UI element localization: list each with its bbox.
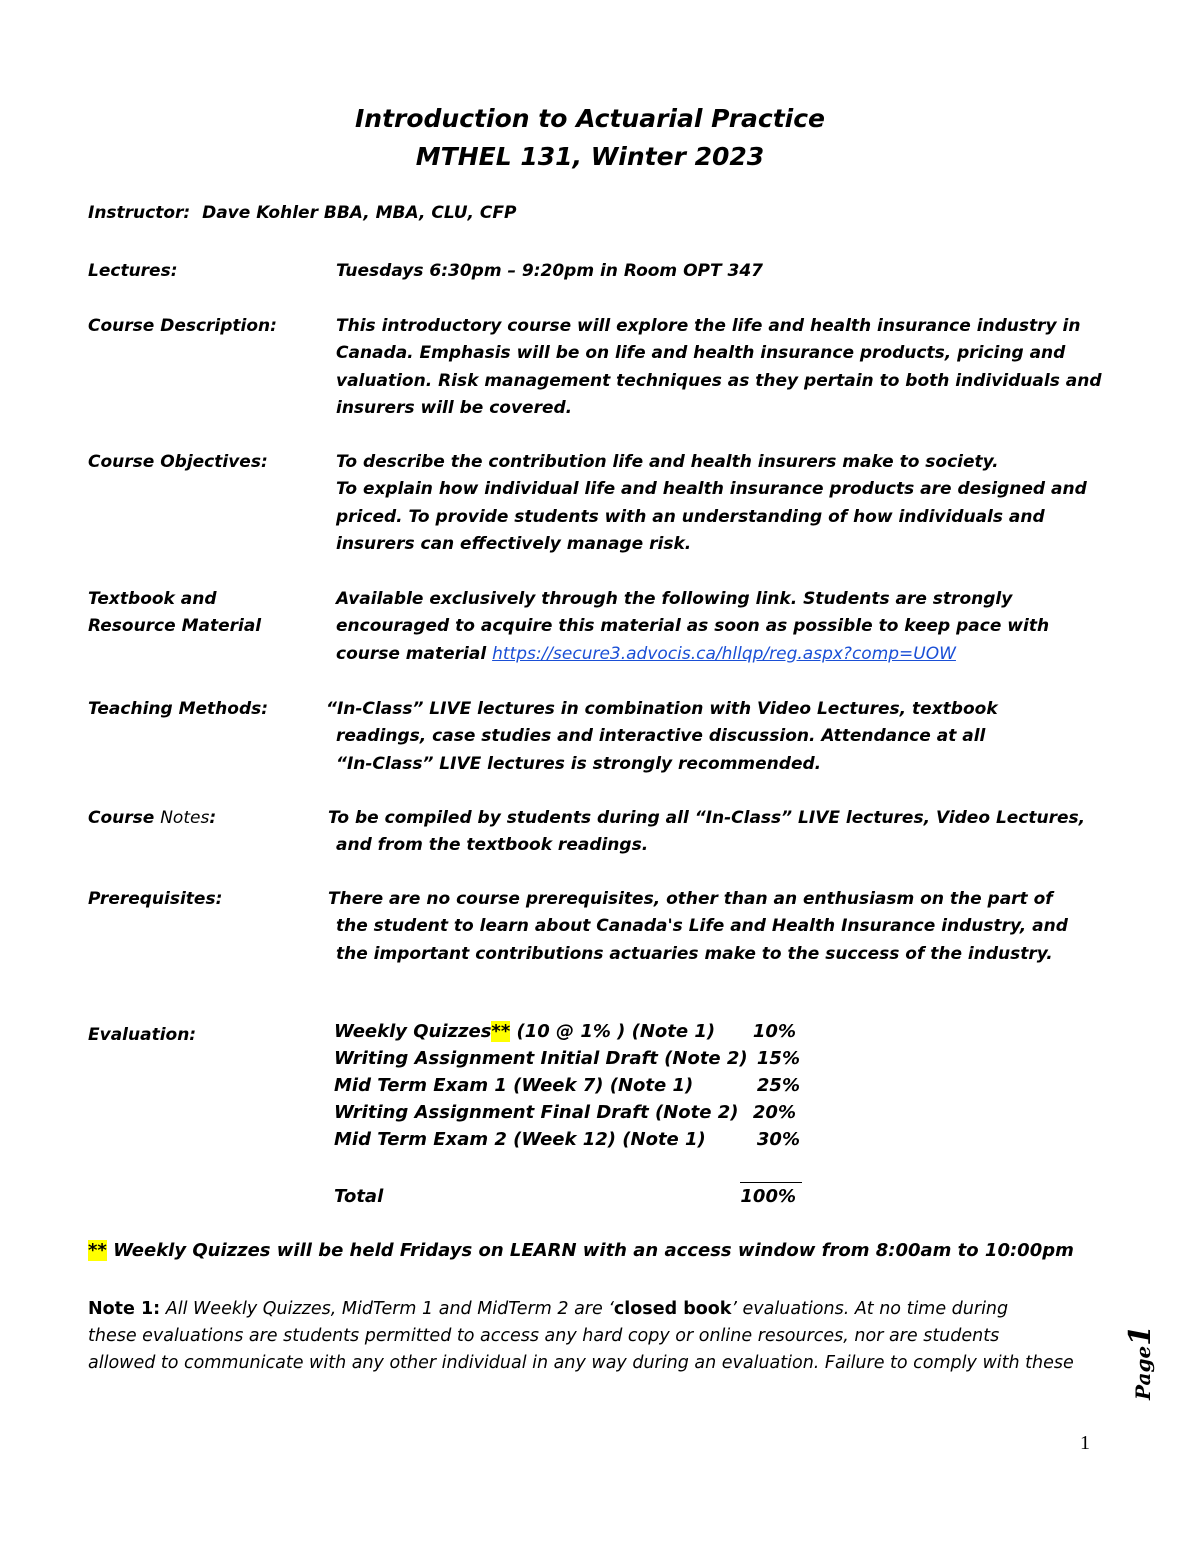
- evaluation-value: 25%: [756, 1075, 800, 1096]
- text-line: readings, case studies and interactive discussion. Attendance at all: [336, 726, 986, 747]
- evaluation-value: 30%: [756, 1129, 800, 1150]
- textbook-label-line: Resource Material: [88, 616, 262, 637]
- evaluation-item-label: Mid Term Exam 2 (Week 12) (Note 1): [334, 1129, 706, 1150]
- page-number: 1: [1080, 1432, 1090, 1454]
- text-line: [88, 1296, 1074, 1323]
- evaluation-item: [334, 1129, 706, 1150]
- total-divider: [740, 1182, 802, 1183]
- evaluation-value: 10%: [752, 1021, 796, 1042]
- text-line: To describe the contribution life and health insurers make to society.: [336, 452, 999, 472]
- text-line: Tuesdays 6:30pm – 9:20pm in Room OPT 347: [336, 261, 763, 281]
- description-label: Course Description:: [88, 316, 277, 336]
- text-line: the student to learn about Canada's Life and Health Insurance industry, and: [336, 916, 1068, 937]
- text-line: “In-Class” LIVE lectures in combination with Video Lectures, textbook: [326, 699, 998, 719]
- text-line: To explain how individual life and health insurance products are designed and: [336, 479, 1087, 500]
- lectures-text: [336, 258, 763, 285]
- page-side-number: 1: [1123, 1324, 1158, 1346]
- evaluation-item: [334, 1102, 738, 1123]
- evaluation-item-label: Writing Assignment Final Draft (Note 2): [334, 1102, 739, 1123]
- text-line: these evaluations are students permitted to access any hard copy or online resources, nor are students: [88, 1326, 1000, 1346]
- evaluation-item-label: Writing Assignment Initial Draft (Note 2): [334, 1048, 748, 1069]
- notes-label-part: :: [209, 808, 217, 828]
- teaching-text: [326, 696, 998, 778]
- note-1: [88, 1296, 1074, 1377]
- instructor-label: Instructor:: [88, 203, 191, 223]
- text-line: priced. To provide students with an understanding of how individuals and: [336, 506, 1045, 527]
- text-line: “In-Class” LIVE lectures is strongly recommended.: [336, 753, 822, 774]
- highlight-mark: **: [88, 1240, 107, 1261]
- evaluation-label: Evaluation:: [88, 1025, 197, 1045]
- prereq-text: [328, 886, 1068, 968]
- text-line: There are no course prerequisites, other than an enthusiasm on the part of: [328, 889, 1053, 909]
- objectives-label: Course Objectives:: [88, 452, 268, 472]
- text-line: valuation. Risk management techniques as they pertain to both individuals and: [336, 370, 1102, 391]
- instructor-name: Dave Kohler BBA, MBA, CLU, CFP: [202, 203, 517, 223]
- note-1-label: Note 1:: [88, 1299, 161, 1319]
- text-line: allowed to communicate with any other individual in any way during an evaluation. Failure to comply with these: [88, 1353, 1074, 1373]
- evaluation-total-label: Total: [334, 1186, 384, 1207]
- page-side-word: Page: [1131, 1345, 1155, 1400]
- text-line: [336, 641, 1049, 668]
- page-side-label: [1123, 1324, 1193, 1400]
- text-line: This introductory course will explore the life and health insurance industry in: [336, 316, 1081, 336]
- lectures-label: Lectures:: [88, 261, 178, 281]
- prereq-label: Prerequisites:: [88, 889, 223, 909]
- evaluation-item: [334, 1075, 693, 1096]
- textbook-text: [336, 586, 1049, 668]
- evaluation-item: [334, 1048, 748, 1069]
- text-line: encouraged to acquire this material as soon as possible to keep pace with: [336, 616, 1050, 637]
- link-prefix: course material: [336, 643, 493, 664]
- quiz-note: [88, 1240, 1074, 1261]
- textbook-label: [88, 586, 261, 641]
- notes-label: [88, 805, 216, 832]
- text-line: and from the textbook readings.: [336, 835, 649, 856]
- note-emphasis: closed book: [613, 1299, 732, 1319]
- doc-title-line2: MTHEL 131, Winter 2023: [415, 142, 765, 171]
- text-line: insurers can effectively manage risk.: [336, 533, 692, 554]
- notes-label-part: Notes: [160, 808, 210, 828]
- doc-title-line1: Introduction to Actuarial Practice: [354, 104, 826, 133]
- textbook-link[interactable]: https://secure3.advocis.ca/hllqp/reg.aspx?comp=UOW: [492, 643, 956, 664]
- evaluation-item-label: Mid Term Exam 1 (Week 7) (Note 1): [334, 1075, 694, 1096]
- evaluation-total-value: 100%: [740, 1186, 796, 1207]
- instructor-row: [88, 203, 516, 223]
- text-line: Available exclusively through the following link. Students are strongly: [336, 589, 1013, 609]
- description-text: [336, 313, 1101, 422]
- highlight-mark: **: [491, 1021, 511, 1042]
- evaluation-value: 15%: [756, 1048, 800, 1069]
- note-text: ’ evaluations. At no time during: [731, 1299, 1009, 1319]
- evaluation-item-label: (10 @ 1% ) (Note 1): [510, 1021, 716, 1042]
- text-line: the important contributions actuaries make to the success of the industry.: [336, 943, 1053, 964]
- note-text: All Weekly Quizzes, MidTerm 1 and MidTerm 2 are ‘: [160, 1299, 614, 1319]
- quiz-note-text: Weekly Quizzes will be held Fridays on LEARN with an access window from 8:00am to 10:00pm: [106, 1240, 1074, 1261]
- text-line: To be compiled by students during all “In-Class” LIVE lectures, Video Lectures,: [328, 808, 1086, 828]
- notes-text: [328, 805, 1086, 860]
- text-line: insurers will be covered.: [336, 397, 573, 418]
- textbook-label-line: Textbook and: [88, 589, 217, 609]
- evaluation-item-label: Weekly Quizzes: [334, 1021, 492, 1042]
- teaching-label: Teaching Methods:: [88, 699, 269, 719]
- evaluation-item: [334, 1021, 715, 1042]
- objectives-text: [336, 449, 1087, 558]
- notes-label-part: Course: [88, 808, 161, 828]
- text-line: Canada. Emphasis will be on life and health insurance products, pricing and: [336, 343, 1066, 364]
- evaluation-value: 20%: [752, 1102, 796, 1123]
